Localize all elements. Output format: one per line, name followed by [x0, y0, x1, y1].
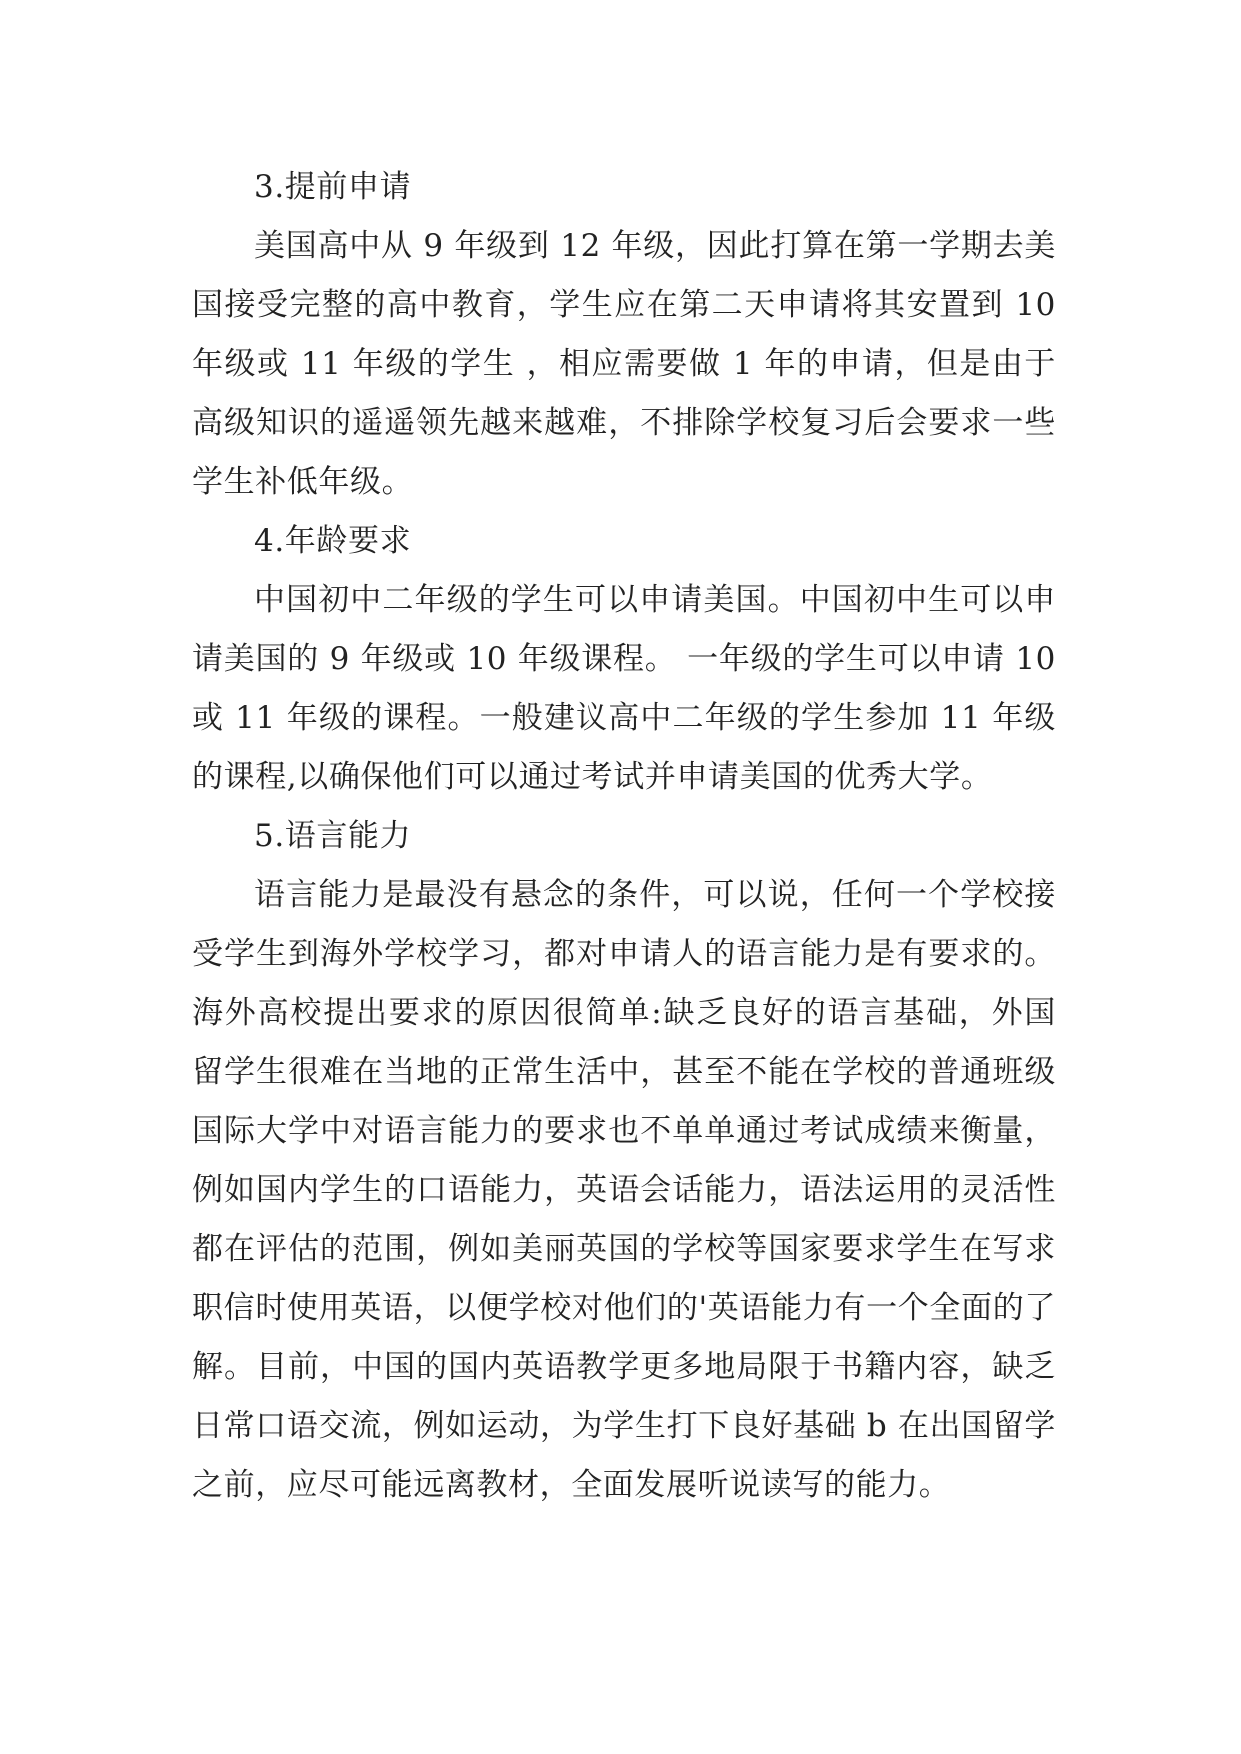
section-paragraph: 美国高中从 9 年级到 12 年级，因此打算在第一学期去美国接受完整的高中教育，学生应在第二天申请将其安置到 10 年级或 11 年级的学生 ，相应需要做 1 年的申请，但是由于高级知识的遥遥领先越来越难，不排除学校复习后会要求一些学生补低年级。 — [192, 228, 1056, 500]
section-heading: 3.提前申请 — [254, 169, 412, 205]
document-body — [192, 158, 1056, 1515]
section-paragraph: 中国初中二年级的学生可以申请美国。中国初中生可以申请美国的 9 年级或 10 年级课程。 一年级的学生可以申请 10 或 11 年级的课程。一般建议高中二年级的学生参加 11 年级的课程,以确保他们可以通过考试并申请美国的优秀大学。 — [192, 582, 1056, 795]
section-heading: 4.年龄要求 — [254, 523, 412, 559]
section-heading: 5.语言能力 — [254, 818, 412, 854]
section-paragraph: 语言能力是最没有悬念的条件，可以说，任何一个学校接受学生到海外学校学习，都对申请人的语言能力是有要求的。海外高校提出要求的原因很简单:缺乏良好的语言基础，外国留学生很难在当地的正常生活中，甚至不能在学校的普通班级国际大学中对语言能力的要求也不单单通过考试成绩来衡量，例如国内学生的口语能力，英语会话能力，语法运用的灵活性都在评估的范围，例如美丽英国的学校等国家要求学生在写求职信时使用英语，以便学校对他们的'英语能力有一个全面的了解。目前，中国的国内英语教学更多地局限于书籍内容，缺乏日常口语交流，例如运动，为学生打下良好基础 b 在出国留学之前，应尽可能远离教材，全面发展听说读写的能力。 — [192, 877, 1056, 1503]
